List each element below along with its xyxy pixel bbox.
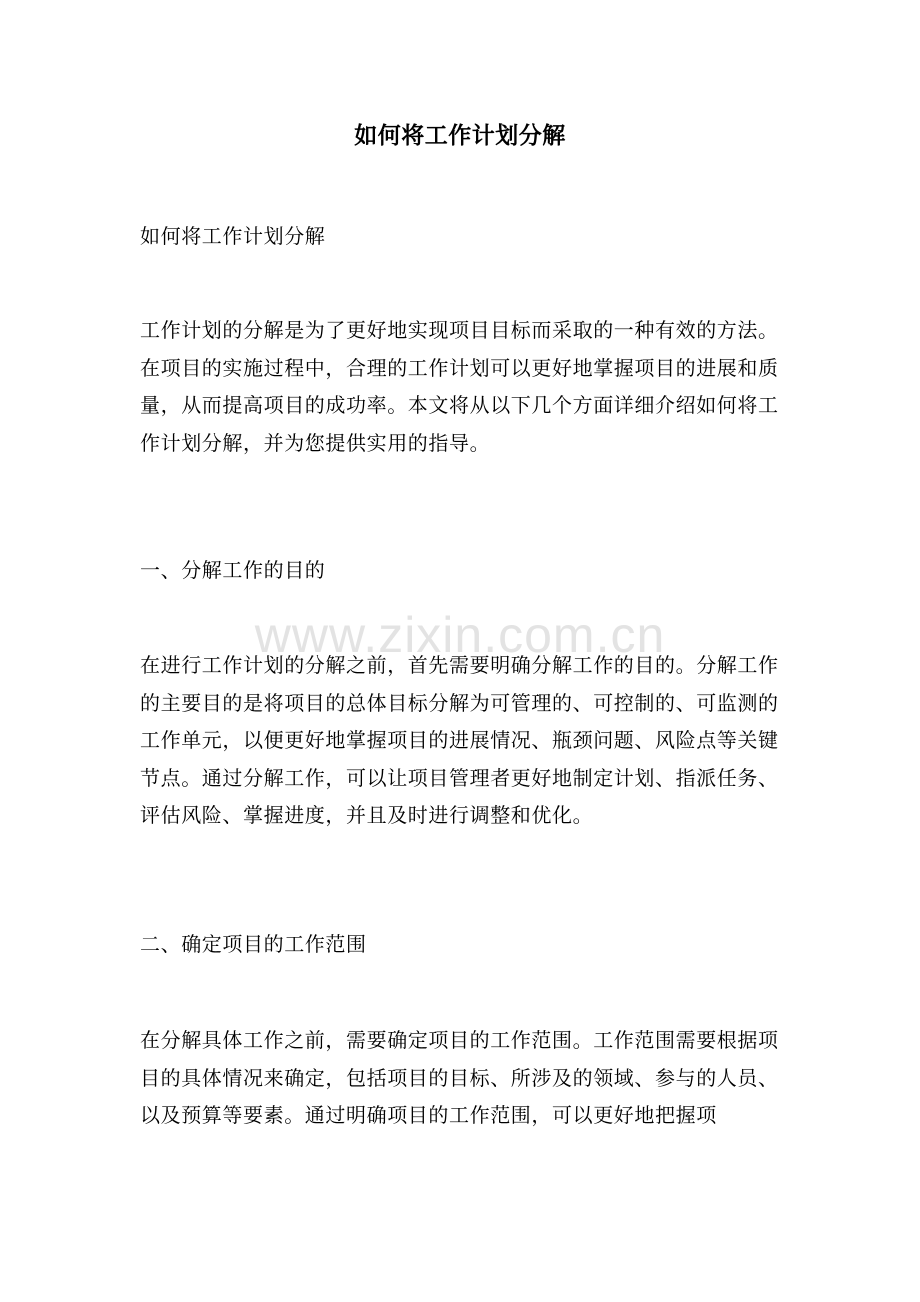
intro-paragraph-text: 工作计划的分解是为了更好地实现项目目标而采取的一种有效的方法。在项目的实施过程中，合理的工作计划可以更好地掌握项目的进展和质量，从而提高项目的成功率。本文将从以下几个方面详细介绍如何将工作计划分解，并为您提供实用的指导。 <box>140 318 779 455</box>
intro-paragraph <box>140 312 782 462</box>
section-1-heading <box>140 552 782 590</box>
subtitle-text: 如何将工作计划分解 <box>140 224 326 248</box>
section-2-paragraph <box>140 1022 782 1135</box>
section-2-heading <box>140 926 782 964</box>
watermark: www.zixin.com.cn <box>254 607 666 663</box>
section-2-heading-text: 二、确定项目的工作范围 <box>140 932 367 956</box>
section-1-heading-text: 一、分解工作的目的 <box>140 558 326 582</box>
section-1-paragraph-text: 在进行工作计划的分解之前，首先需要明确分解工作的目的。分解工作的主要目的是将项目的总体目标分解为可管理的、可控制的、可监测的工作单元，以便更好地掌握项目的进展情况、瓶颈问题、风险点等关键节点。通过分解工作，可以让项目管理者更好地制定计划、指派任务、评估风险、掌握进度，并且及时进行调整和优化。 <box>140 653 779 827</box>
section-2-paragraph-text: 在分解具体工作之前，需要确定项目的工作范围。工作范围需要根据项目的具体情况来确定，包括项目的目标、所涉及的领域、参与的人员、以及预算等要素。通过明确项目的工作范围，可以更好地把握项 <box>140 1028 779 1127</box>
document-title: 如何将工作计划分解 <box>354 122 566 149</box>
document-subtitle <box>140 218 782 256</box>
section-1-paragraph <box>140 647 782 835</box>
